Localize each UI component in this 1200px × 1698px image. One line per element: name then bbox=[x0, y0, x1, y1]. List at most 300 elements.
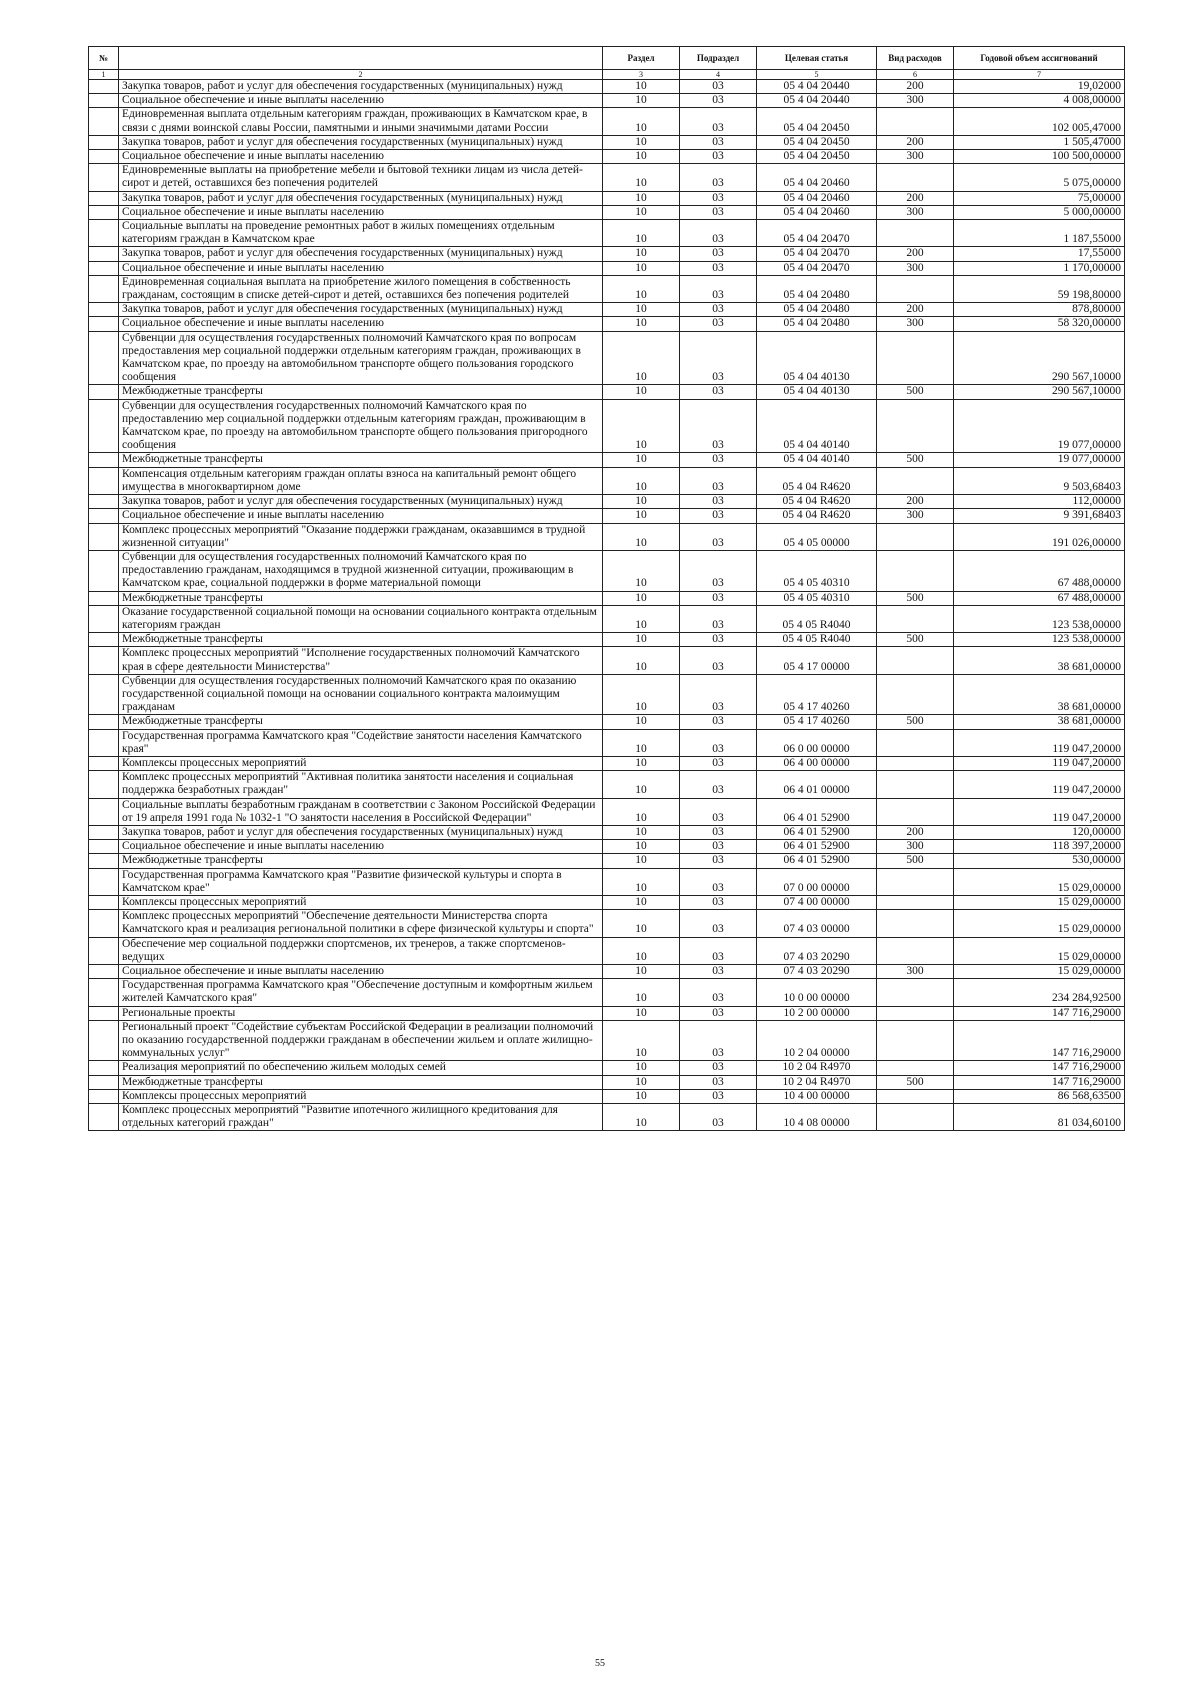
cell-vid: 300 bbox=[877, 509, 954, 523]
table-column-numbers-row bbox=[89, 70, 1125, 80]
cell-no bbox=[89, 1075, 119, 1089]
cell-podrazdel: 03 bbox=[680, 164, 757, 191]
cell-target: 05 4 05 R4040 bbox=[757, 633, 877, 647]
cell-vid: 500 bbox=[877, 453, 954, 467]
cell-no bbox=[89, 275, 119, 302]
cell-podrazdel: 03 bbox=[680, 261, 757, 275]
cell-no bbox=[89, 135, 119, 149]
table-row bbox=[89, 965, 1125, 979]
cell-razdel: 10 bbox=[603, 220, 680, 247]
cell-podrazdel: 03 bbox=[680, 1061, 757, 1075]
cell-target: 06 4 01 52900 bbox=[757, 798, 877, 825]
cell-name: Межбюджетные трансферты bbox=[119, 591, 603, 605]
table-row bbox=[89, 715, 1125, 729]
cell-target: 05 4 04 20480 bbox=[757, 317, 877, 331]
cell-vid: 500 bbox=[877, 385, 954, 399]
cell-vid bbox=[877, 275, 954, 302]
cell-podrazdel: 03 bbox=[680, 331, 757, 385]
cell-podrazdel: 03 bbox=[680, 399, 757, 453]
cell-amount: 191 026,00000 bbox=[954, 523, 1125, 550]
cell-razdel: 10 bbox=[603, 1075, 680, 1089]
cell-podrazdel: 03 bbox=[680, 798, 757, 825]
header-razdel: Раздел bbox=[603, 47, 680, 70]
cell-target: 10 0 00 00000 bbox=[757, 979, 877, 1006]
table-row bbox=[89, 317, 1125, 331]
cell-podrazdel: 03 bbox=[680, 895, 757, 909]
cell-podrazdel: 03 bbox=[680, 937, 757, 964]
cell-razdel: 10 bbox=[603, 261, 680, 275]
cell-name: Социальные выплаты на проведение ремонтных работ в жилых помещениях отдельным категориям граждан в Камчатском крае bbox=[119, 220, 603, 247]
cell-vid: 300 bbox=[877, 150, 954, 164]
cell-vid bbox=[877, 550, 954, 591]
cell-razdel: 10 bbox=[603, 647, 680, 674]
cell-podrazdel: 03 bbox=[680, 205, 757, 219]
cell-vid bbox=[877, 605, 954, 632]
cell-name: Комплекс процессных мероприятий "Обеспечение деятельности Министерства спорта Камчатского края и реализация региональной политики в сфере физической культуры и спорта" bbox=[119, 910, 603, 937]
cell-razdel: 10 bbox=[603, 247, 680, 261]
cell-name: Закупка товаров, работ и услуг для обеспечения государственных (муниципальных) нужд bbox=[119, 303, 603, 317]
cell-target: 06 4 01 52900 bbox=[757, 840, 877, 854]
table-row bbox=[89, 467, 1125, 494]
col-number: 2 bbox=[119, 70, 603, 80]
cell-razdel: 10 bbox=[603, 798, 680, 825]
table-row bbox=[89, 261, 1125, 275]
table-row bbox=[89, 303, 1125, 317]
cell-target: 05 4 04 20450 bbox=[757, 135, 877, 149]
cell-podrazdel: 03 bbox=[680, 647, 757, 674]
cell-amount: 119 047,20000 bbox=[954, 756, 1125, 770]
cell-amount: 58 320,00000 bbox=[954, 317, 1125, 331]
cell-razdel: 10 bbox=[603, 317, 680, 331]
cell-vid bbox=[877, 729, 954, 756]
cell-amount: 19 077,00000 bbox=[954, 399, 1125, 453]
cell-amount: 100 500,00000 bbox=[954, 150, 1125, 164]
cell-no bbox=[89, 261, 119, 275]
cell-name: Комплекс процессных мероприятий "Развитие ипотечного жилищного кредитования для отдельных категорий граждан" bbox=[119, 1104, 603, 1131]
table-row bbox=[89, 453, 1125, 467]
cell-no bbox=[89, 591, 119, 605]
table-row bbox=[89, 895, 1125, 909]
cell-vid bbox=[877, 1020, 954, 1061]
cell-target: 05 4 05 R4040 bbox=[757, 605, 877, 632]
cell-target: 05 4 04 R4620 bbox=[757, 509, 877, 523]
cell-podrazdel: 03 bbox=[680, 1020, 757, 1061]
cell-amount: 1 505,47000 bbox=[954, 135, 1125, 149]
cell-no bbox=[89, 399, 119, 453]
cell-target: 06 4 01 00000 bbox=[757, 771, 877, 798]
cell-amount: 119 047,20000 bbox=[954, 798, 1125, 825]
cell-vid: 300 bbox=[877, 317, 954, 331]
cell-vid: 300 bbox=[877, 205, 954, 219]
table-row bbox=[89, 910, 1125, 937]
cell-no bbox=[89, 509, 119, 523]
cell-razdel: 10 bbox=[603, 135, 680, 149]
table-row bbox=[89, 164, 1125, 191]
cell-razdel: 10 bbox=[603, 1104, 680, 1131]
cell-no bbox=[89, 825, 119, 839]
cell-amount: 119 047,20000 bbox=[954, 729, 1125, 756]
cell-podrazdel: 03 bbox=[680, 495, 757, 509]
cell-no bbox=[89, 868, 119, 895]
cell-razdel: 10 bbox=[603, 550, 680, 591]
cell-amount: 15 029,00000 bbox=[954, 868, 1125, 895]
cell-no bbox=[89, 798, 119, 825]
cell-podrazdel: 03 bbox=[680, 80, 757, 94]
cell-razdel: 10 bbox=[603, 331, 680, 385]
cell-vid bbox=[877, 399, 954, 453]
cell-target: 05 4 04 20450 bbox=[757, 150, 877, 164]
table-row bbox=[89, 275, 1125, 302]
table-row bbox=[89, 191, 1125, 205]
table-row bbox=[89, 550, 1125, 591]
cell-target: 05 4 04 R4620 bbox=[757, 495, 877, 509]
cell-target: 06 4 01 52900 bbox=[757, 825, 877, 839]
cell-target: 10 2 00 00000 bbox=[757, 1006, 877, 1020]
cell-amount: 123 538,00000 bbox=[954, 605, 1125, 632]
cell-razdel: 10 bbox=[603, 825, 680, 839]
cell-target: 05 4 04 20470 bbox=[757, 247, 877, 261]
cell-amount: 38 681,00000 bbox=[954, 715, 1125, 729]
cell-amount: 67 488,00000 bbox=[954, 550, 1125, 591]
cell-razdel: 10 bbox=[603, 191, 680, 205]
table-row bbox=[89, 150, 1125, 164]
cell-amount: 147 716,29000 bbox=[954, 1020, 1125, 1061]
cell-no bbox=[89, 1061, 119, 1075]
cell-vid bbox=[877, 771, 954, 798]
cell-name: Межбюджетные трансферты bbox=[119, 453, 603, 467]
cell-razdel: 10 bbox=[603, 1020, 680, 1061]
cell-vid: 500 bbox=[877, 633, 954, 647]
cell-target: 06 4 00 00000 bbox=[757, 756, 877, 770]
cell-vid: 200 bbox=[877, 135, 954, 149]
cell-target: 05 4 04 40130 bbox=[757, 385, 877, 399]
cell-razdel: 10 bbox=[603, 605, 680, 632]
cell-podrazdel: 03 bbox=[680, 674, 757, 715]
cell-podrazdel: 03 bbox=[680, 1075, 757, 1089]
cell-razdel: 10 bbox=[603, 164, 680, 191]
cell-no bbox=[89, 495, 119, 509]
cell-name: Закупка товаров, работ и услуг для обеспечения государственных (муниципальных) нужд bbox=[119, 247, 603, 261]
cell-no bbox=[89, 840, 119, 854]
cell-target: 05 4 04 40130 bbox=[757, 331, 877, 385]
cell-name: Межбюджетные трансферты bbox=[119, 633, 603, 647]
cell-razdel: 10 bbox=[603, 1006, 680, 1020]
cell-name: Компенсация отдельным категориям граждан оплаты взноса на капитальный ремонт общего имущества в многоквартирном доме bbox=[119, 467, 603, 494]
cell-name: Комплексы процессных мероприятий bbox=[119, 895, 603, 909]
cell-amount: 67 488,00000 bbox=[954, 591, 1125, 605]
cell-target: 05 4 04 20480 bbox=[757, 275, 877, 302]
cell-target: 05 4 17 40260 bbox=[757, 674, 877, 715]
cell-name: Социальное обеспечение и иные выплаты населению bbox=[119, 965, 603, 979]
table-row bbox=[89, 523, 1125, 550]
cell-no bbox=[89, 647, 119, 674]
cell-no bbox=[89, 756, 119, 770]
table-row bbox=[89, 108, 1125, 135]
cell-no bbox=[89, 937, 119, 964]
cell-podrazdel: 03 bbox=[680, 633, 757, 647]
cell-vid bbox=[877, 1089, 954, 1103]
cell-podrazdel: 03 bbox=[680, 771, 757, 798]
cell-razdel: 10 bbox=[603, 80, 680, 94]
cell-podrazdel: 03 bbox=[680, 1089, 757, 1103]
cell-razdel: 10 bbox=[603, 303, 680, 317]
cell-name: Единовременная выплата отдельным категориям граждан, проживающих в Камчатском крае, в связи с днями воинской славы России, памятными и иными значимыми датами России bbox=[119, 108, 603, 135]
cell-vid: 300 bbox=[877, 261, 954, 275]
cell-target: 07 4 03 00000 bbox=[757, 910, 877, 937]
cell-target: 05 4 05 40310 bbox=[757, 591, 877, 605]
cell-no bbox=[89, 729, 119, 756]
header-no: № bbox=[89, 47, 119, 70]
cell-podrazdel: 03 bbox=[680, 715, 757, 729]
cell-podrazdel: 03 bbox=[680, 317, 757, 331]
cell-name: Государственная программа Камчатского края "Развитие физической культуры и спорта в Камчатском крае" bbox=[119, 868, 603, 895]
cell-target: 05 4 04 20480 bbox=[757, 303, 877, 317]
col-number: 7 bbox=[954, 70, 1125, 80]
table-row bbox=[89, 247, 1125, 261]
cell-no bbox=[89, 331, 119, 385]
table-row bbox=[89, 979, 1125, 1006]
table-row bbox=[89, 385, 1125, 399]
cell-name: Субвенции для осуществления государственных полномочий Камчатского края по оказанию государственной социальной помощи на основании социального контракта малоимущим гражданам bbox=[119, 674, 603, 715]
cell-razdel: 10 bbox=[603, 453, 680, 467]
cell-name: Межбюджетные трансферты bbox=[119, 1075, 603, 1089]
table-row bbox=[89, 825, 1125, 839]
cell-no bbox=[89, 164, 119, 191]
cell-target: 06 4 01 52900 bbox=[757, 854, 877, 868]
cell-name: Региональные проекты bbox=[119, 1006, 603, 1020]
cell-podrazdel: 03 bbox=[680, 467, 757, 494]
cell-name: Межбюджетные трансферты bbox=[119, 715, 603, 729]
table-row bbox=[89, 331, 1125, 385]
cell-no bbox=[89, 1104, 119, 1131]
cell-amount: 15 029,00000 bbox=[954, 937, 1125, 964]
cell-target: 05 4 04 20460 bbox=[757, 191, 877, 205]
cell-razdel: 10 bbox=[603, 591, 680, 605]
cell-vid bbox=[877, 798, 954, 825]
table-row bbox=[89, 509, 1125, 523]
cell-razdel: 10 bbox=[603, 771, 680, 798]
col-number: 5 bbox=[757, 70, 877, 80]
cell-razdel: 10 bbox=[603, 495, 680, 509]
cell-target: 07 4 03 20290 bbox=[757, 965, 877, 979]
cell-no bbox=[89, 771, 119, 798]
cell-name: Межбюджетные трансферты bbox=[119, 385, 603, 399]
cell-podrazdel: 03 bbox=[680, 108, 757, 135]
cell-name: Комплекс процессных мероприятий "Оказание поддержки гражданам, оказавшимся в трудной жизненной ситуации" bbox=[119, 523, 603, 550]
cell-name: Социальное обеспечение и иные выплаты населению bbox=[119, 261, 603, 275]
cell-name: Закупка товаров, работ и услуг для обеспечения государственных (муниципальных) нужд bbox=[119, 191, 603, 205]
cell-vid bbox=[877, 895, 954, 909]
cell-target: 05 4 04 20470 bbox=[757, 261, 877, 275]
cell-razdel: 10 bbox=[603, 275, 680, 302]
cell-podrazdel: 03 bbox=[680, 825, 757, 839]
header-target: Целевая статья bbox=[757, 47, 877, 70]
cell-name: Единовременная социальная выплата на приобретение жилого помещения в собственность гражданам, состоящим в списке детей-сирот и детей, оставшихся без попечения родителей bbox=[119, 275, 603, 302]
cell-target: 05 4 17 00000 bbox=[757, 647, 877, 674]
cell-name: Закупка товаров, работ и услуг для обеспечения государственных (муниципальных) нужд bbox=[119, 495, 603, 509]
cell-vid bbox=[877, 756, 954, 770]
table-row bbox=[89, 220, 1125, 247]
budget-table-sheet bbox=[88, 46, 1124, 1131]
cell-no bbox=[89, 910, 119, 937]
cell-vid: 200 bbox=[877, 80, 954, 94]
cell-vid: 500 bbox=[877, 1075, 954, 1089]
cell-amount: 15 029,00000 bbox=[954, 965, 1125, 979]
cell-name: Реализация мероприятий по обеспечению жильем молодых семей bbox=[119, 1061, 603, 1075]
cell-vid: 300 bbox=[877, 94, 954, 108]
cell-target: 10 2 04 00000 bbox=[757, 1020, 877, 1061]
cell-no bbox=[89, 220, 119, 247]
cell-amount: 15 029,00000 bbox=[954, 910, 1125, 937]
cell-name: Единовременные выплаты на приобретение мебели и бытовой техники лицам из числа детей-сирот и детей, оставшихся без попечения родителей bbox=[119, 164, 603, 191]
cell-no bbox=[89, 550, 119, 591]
cell-podrazdel: 03 bbox=[680, 729, 757, 756]
cell-target: 05 4 04 40140 bbox=[757, 453, 877, 467]
cell-name: Социальное обеспечение и иные выплаты населению bbox=[119, 150, 603, 164]
cell-vid bbox=[877, 979, 954, 1006]
cell-amount: 1 170,00000 bbox=[954, 261, 1125, 275]
table-body bbox=[89, 80, 1125, 1131]
cell-no bbox=[89, 205, 119, 219]
table-row bbox=[89, 94, 1125, 108]
cell-amount: 147 716,29000 bbox=[954, 1061, 1125, 1075]
cell-vid bbox=[877, 1006, 954, 1020]
cell-no bbox=[89, 605, 119, 632]
cell-podrazdel: 03 bbox=[680, 591, 757, 605]
cell-no bbox=[89, 633, 119, 647]
cell-name: Комплекс процессных мероприятий "Активная политика занятости населения и социальная поддержка безработных граждан" bbox=[119, 771, 603, 798]
table-row bbox=[89, 868, 1125, 895]
cell-podrazdel: 03 bbox=[680, 965, 757, 979]
cell-name: Комплекс процессных мероприятий "Исполнение государственных полномочий Камчатского края в сфере деятельности Министерства" bbox=[119, 647, 603, 674]
cell-no bbox=[89, 80, 119, 94]
cell-target: 10 4 08 00000 bbox=[757, 1104, 877, 1131]
table-row bbox=[89, 1020, 1125, 1061]
table-row bbox=[89, 1006, 1125, 1020]
cell-no bbox=[89, 1020, 119, 1061]
cell-razdel: 10 bbox=[603, 399, 680, 453]
cell-vid bbox=[877, 108, 954, 135]
cell-vid: 300 bbox=[877, 840, 954, 854]
table-row bbox=[89, 1061, 1125, 1075]
cell-podrazdel: 03 bbox=[680, 1006, 757, 1020]
cell-amount: 120,00000 bbox=[954, 825, 1125, 839]
cell-vid: 500 bbox=[877, 591, 954, 605]
cell-vid: 200 bbox=[877, 247, 954, 261]
cell-target: 05 4 05 40310 bbox=[757, 550, 877, 591]
cell-razdel: 10 bbox=[603, 509, 680, 523]
cell-target: 05 4 04 20440 bbox=[757, 94, 877, 108]
cell-no bbox=[89, 965, 119, 979]
cell-razdel: 10 bbox=[603, 854, 680, 868]
header-amount: Годовой объем ассигнований bbox=[954, 47, 1125, 70]
cell-target: 05 4 04 20460 bbox=[757, 205, 877, 219]
cell-razdel: 10 bbox=[603, 729, 680, 756]
cell-target: 07 4 00 00000 bbox=[757, 895, 877, 909]
cell-amount: 234 284,92500 bbox=[954, 979, 1125, 1006]
cell-amount: 15 029,00000 bbox=[954, 895, 1125, 909]
cell-no bbox=[89, 108, 119, 135]
cell-name: Межбюджетные трансферты bbox=[119, 854, 603, 868]
cell-amount: 59 198,80000 bbox=[954, 275, 1125, 302]
cell-amount: 119 047,20000 bbox=[954, 771, 1125, 798]
table-row bbox=[89, 135, 1125, 149]
cell-name: Закупка товаров, работ и услуг для обеспечения государственных (муниципальных) нужд bbox=[119, 135, 603, 149]
cell-name: Комплексы процессных мероприятий bbox=[119, 1089, 603, 1103]
table-row bbox=[89, 798, 1125, 825]
cell-razdel: 10 bbox=[603, 965, 680, 979]
cell-name: Закупка товаров, работ и услуг для обеспечения государственных (муниципальных) нужд bbox=[119, 825, 603, 839]
cell-podrazdel: 03 bbox=[680, 523, 757, 550]
cell-amount: 118 397,20000 bbox=[954, 840, 1125, 854]
table-row bbox=[89, 937, 1125, 964]
cell-amount: 9 503,68403 bbox=[954, 467, 1125, 494]
cell-amount: 19 077,00000 bbox=[954, 453, 1125, 467]
header-podrazdel: Подраздел bbox=[680, 47, 757, 70]
cell-target: 10 4 00 00000 bbox=[757, 1089, 877, 1103]
cell-razdel: 10 bbox=[603, 633, 680, 647]
cell-amount: 102 005,47000 bbox=[954, 108, 1125, 135]
table-row bbox=[89, 1075, 1125, 1089]
table-header-row bbox=[89, 47, 1125, 70]
table-row bbox=[89, 756, 1125, 770]
cell-vid: 200 bbox=[877, 495, 954, 509]
cell-razdel: 10 bbox=[603, 756, 680, 770]
cell-vid bbox=[877, 868, 954, 895]
cell-name: Государственная программа Камчатского края "Содействие занятости населения Камчатского края" bbox=[119, 729, 603, 756]
cell-name: Социальное обеспечение и иные выплаты населению bbox=[119, 840, 603, 854]
cell-razdel: 10 bbox=[603, 1089, 680, 1103]
cell-vid: 200 bbox=[877, 825, 954, 839]
cell-amount: 4 008,00000 bbox=[954, 94, 1125, 108]
cell-no bbox=[89, 674, 119, 715]
cell-amount: 5 000,00000 bbox=[954, 205, 1125, 219]
cell-razdel: 10 bbox=[603, 467, 680, 494]
cell-no bbox=[89, 191, 119, 205]
cell-vid bbox=[877, 910, 954, 937]
cell-target: 05 4 04 20440 bbox=[757, 80, 877, 94]
table-row bbox=[89, 1089, 1125, 1103]
table-row bbox=[89, 1104, 1125, 1131]
cell-target: 06 0 00 00000 bbox=[757, 729, 877, 756]
cell-razdel: 10 bbox=[603, 523, 680, 550]
table-row bbox=[89, 633, 1125, 647]
table-row bbox=[89, 854, 1125, 868]
col-number: 6 bbox=[877, 70, 954, 80]
cell-amount: 1 187,55000 bbox=[954, 220, 1125, 247]
table-row bbox=[89, 840, 1125, 854]
cell-amount: 17,55000 bbox=[954, 247, 1125, 261]
cell-target: 05 4 05 00000 bbox=[757, 523, 877, 550]
cell-name: Социальное обеспечение и иные выплаты населению bbox=[119, 317, 603, 331]
cell-vid bbox=[877, 220, 954, 247]
cell-vid: 500 bbox=[877, 715, 954, 729]
cell-podrazdel: 03 bbox=[680, 605, 757, 632]
cell-podrazdel: 03 bbox=[680, 550, 757, 591]
cell-amount: 123 538,00000 bbox=[954, 633, 1125, 647]
cell-vid: 200 bbox=[877, 303, 954, 317]
cell-razdel: 10 bbox=[603, 150, 680, 164]
cell-podrazdel: 03 bbox=[680, 854, 757, 868]
table-row bbox=[89, 591, 1125, 605]
cell-podrazdel: 03 bbox=[680, 191, 757, 205]
cell-razdel: 10 bbox=[603, 979, 680, 1006]
cell-vid bbox=[877, 937, 954, 964]
table-row bbox=[89, 729, 1125, 756]
cell-name: Социальное обеспечение и иные выплаты населению bbox=[119, 205, 603, 219]
cell-name: Комплексы процессных мероприятий bbox=[119, 756, 603, 770]
cell-vid bbox=[877, 1061, 954, 1075]
